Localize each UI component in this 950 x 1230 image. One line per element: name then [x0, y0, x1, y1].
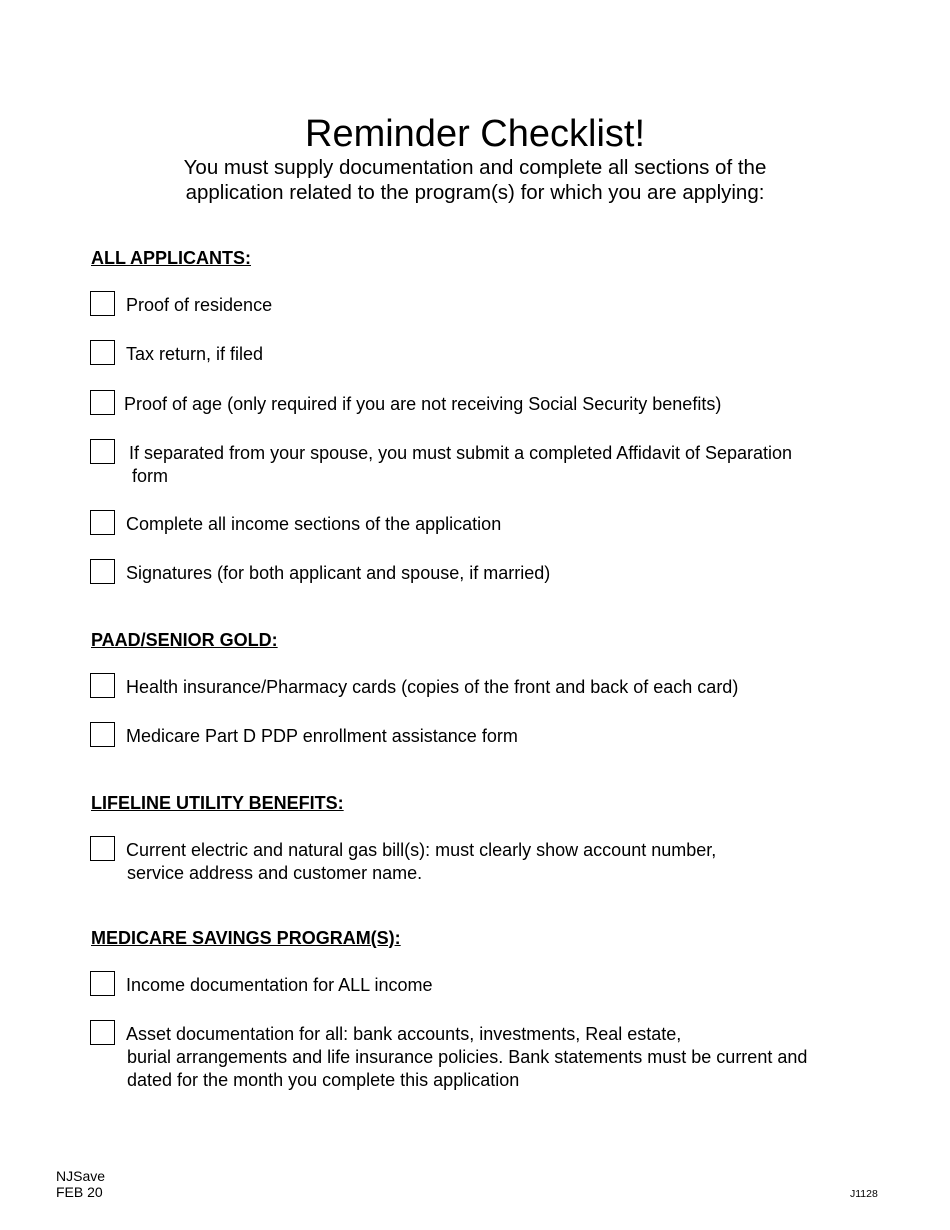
- checkbox[interactable]: [90, 510, 115, 535]
- item-text-line: If separated from your spouse, you must submit a completed Affidavit of Separation: [129, 443, 793, 463]
- item-text-line: Asset documentation for all: bank accounts, investments, Real estate,: [126, 1024, 682, 1044]
- section-heading-paad-senior-gold: PAAD/SENIOR GOLD:: [91, 630, 278, 650]
- footer-revision-date: FEB 20: [56, 1184, 103, 1200]
- item-text-line: service address and customer name.: [127, 863, 423, 883]
- checkbox[interactable]: [90, 971, 115, 996]
- item-text-line: Proof of residence: [126, 295, 273, 315]
- checklist-item-label: [126, 513, 501, 536]
- section-heading-lifeline-utility-benefits: LIFELINE UTILITY BENEFITS:: [91, 793, 344, 813]
- item-text-line: form: [132, 466, 168, 486]
- checklist-item-label: [126, 294, 272, 317]
- footer-form-code: J1128: [850, 1188, 878, 1200]
- checklist-item-label: [129, 442, 792, 488]
- checklist-item-label: [126, 676, 738, 699]
- instructions: [0, 155, 950, 205]
- footer-form-info: [56, 1168, 105, 1200]
- checkbox[interactable]: [90, 291, 115, 316]
- item-text-line: Health insurance/Pharmacy cards (copies of the front and back of each card): [126, 677, 739, 697]
- page-title: Reminder Checklist!: [305, 113, 645, 155]
- item-text-line: dated for the month you complete this application: [127, 1070, 520, 1090]
- item-text-line: Tax return, if filed: [126, 344, 264, 364]
- checklist-item-label: [126, 562, 550, 585]
- item-text-line: Proof of age (only required if you are not receiving Social Security benefits): [124, 394, 722, 414]
- checkbox[interactable]: [90, 559, 115, 584]
- checkbox[interactable]: [90, 836, 115, 861]
- checklist-item-label: [126, 343, 263, 366]
- footer-program-name: NJSave: [56, 1168, 106, 1184]
- item-text-line: Income documentation for ALL income: [126, 975, 433, 995]
- checklist-item-label: [126, 839, 716, 885]
- section-heading-all-applicants: ALL APPLICANTS:: [91, 248, 251, 268]
- item-text-line: Current electric and natural gas bill(s): must clearly show account number,: [126, 840, 717, 860]
- item-text-line: Medicare Part D PDP enrollment assistance form: [126, 726, 518, 746]
- checklist-item-label: [124, 393, 721, 416]
- checklist-item-label: [126, 725, 518, 748]
- checkbox[interactable]: [90, 439, 115, 464]
- item-text-line: Complete all income sections of the application: [126, 514, 502, 534]
- section-heading-medicare-savings-programs: MEDICARE SAVINGS PROGRAM(S):: [91, 928, 401, 948]
- checkbox[interactable]: [90, 340, 115, 365]
- item-text-line: Signatures (for both applicant and spouse, if married): [126, 563, 551, 583]
- checklist-item-label: [126, 1023, 807, 1092]
- instructions-line: You must supply documentation and complete all sections of the: [183, 156, 767, 179]
- checkbox[interactable]: [90, 1020, 115, 1045]
- checkbox[interactable]: [90, 673, 115, 698]
- checkbox[interactable]: [90, 390, 115, 415]
- checkbox[interactable]: [90, 722, 115, 747]
- item-text-line: burial arrangements and life insurance policies. Bank statements must be current and: [127, 1047, 808, 1067]
- checklist-item-label: [126, 974, 433, 997]
- instructions-line: application related to the program(s) for which you are applying:: [185, 181, 765, 204]
